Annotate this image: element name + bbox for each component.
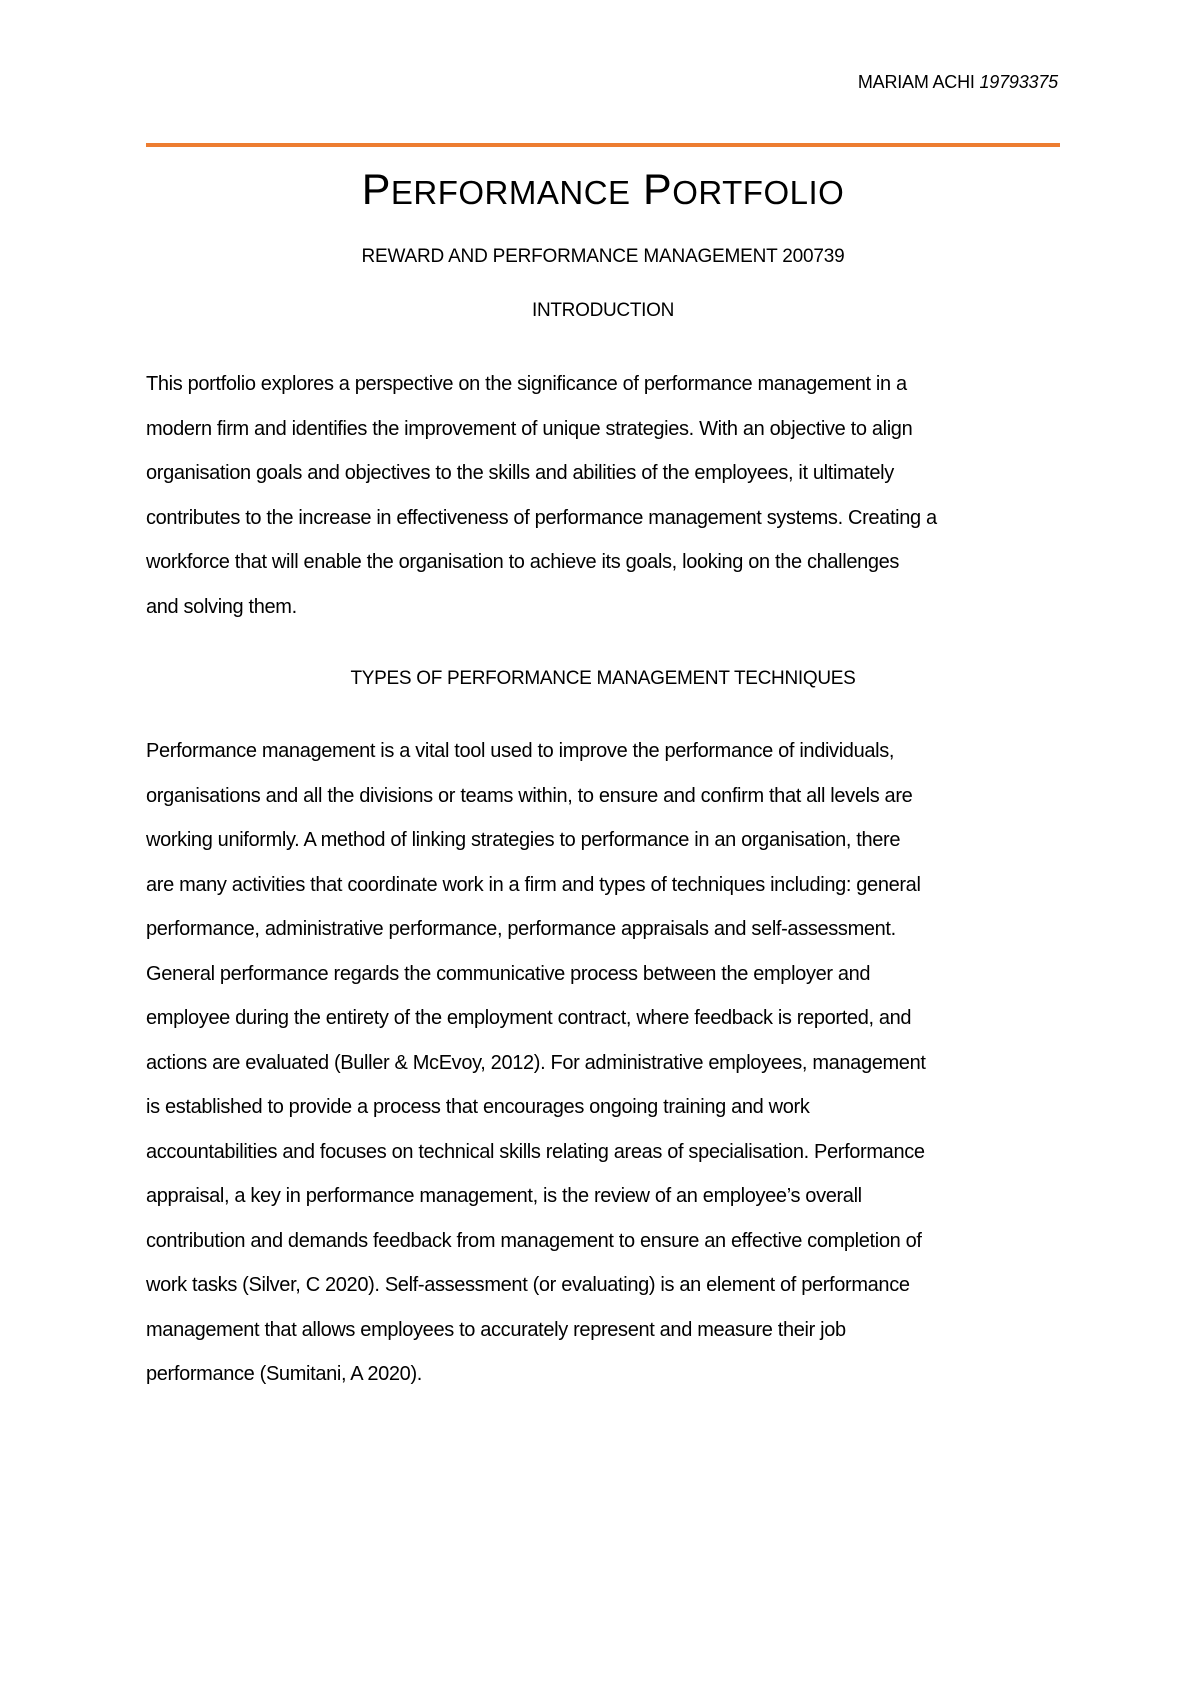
document-title <box>146 164 1060 219</box>
title-initial-1: P <box>361 166 391 214</box>
page-header <box>146 72 1058 93</box>
title-rest-1: ERFORMANCE <box>390 174 631 211</box>
section-heading-introduction: INTRODUCTION <box>531 300 675 321</box>
author-name: MARIAM ACHI <box>857 72 975 92</box>
techniques-paragraph: Performance management is a vital tool used to improve the performance of individuals, organisations and all the divisions or teams within, to ensure and confirm that all levels are working uniformly. A method of linking strategies to performance in an organisation, there are many activities that coordinate work in a firm and types of techniques including: general performance, administrative performance, performance appraisals and self-assessment. General performance regards the communicative process between the employer and employee during the entirety of the employment contract, where feedback is reported, and actions are evaluated (Buller & McEvoy, 2012). For administrative employees, management is established to provide a process that encourages ongoing training and work accountabilities and focuses on technical skills relating areas of specialisation. Performance appraisal, a key in performance management, is the review of an employee’s overall contribution and demands feedback from management to ensure an effective completion of work tasks (Silver, C 2020). Self-assessment (or evaluating) is an element of performance management that allows employees to accurately represent and measure their job performance (Sumitani, A 2020). <box>146 740 926 1385</box>
document-subtitle: REWARD AND PERFORMANCE MANAGEMENT 200739 <box>361 246 845 267</box>
header-rule <box>146 143 1060 147</box>
introduction-paragraph: This portfolio explores a perspective on the significance of performance management in a modern firm and identifies the improvement of unique strategies. With an objective to align organisation goals and objectives to the skills and abilities of the employees, it ultimately contributes to the increase in effectiveness of performance management systems. Creating a workforce that will enable the organisation to achieve its goals, looking on the challenges and solving them. <box>146 373 937 618</box>
section-heading-techniques: TYPES OF PERFORMANCE MANAGEMENT TECHNIQUES <box>350 668 856 689</box>
title-initial-2: P <box>643 166 673 214</box>
title-rest-2: ORTFOLIO <box>672 174 845 211</box>
student-id: 19793375 <box>979 72 1058 92</box>
